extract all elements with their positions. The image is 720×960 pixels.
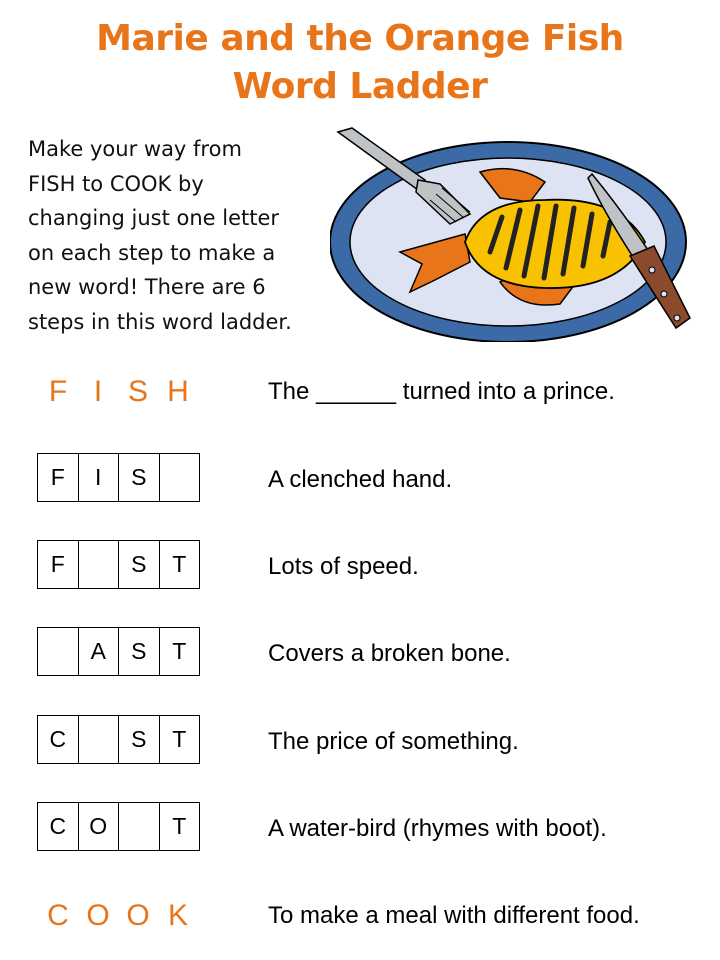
end-letter: O <box>126 899 150 932</box>
letter-cell[interactable]: I <box>79 454 120 501</box>
instruction-line: steps in this word ladder. <box>28 309 292 334</box>
fish-on-plate-icon <box>330 122 700 342</box>
letter-cell[interactable]: F <box>38 454 79 501</box>
end-letter: O <box>86 899 110 932</box>
instruction-line: Make your way from <box>28 137 242 161</box>
start-word <box>38 372 198 412</box>
letter-cell[interactable]: T <box>172 726 187 752</box>
ladder-step-boxes <box>37 802 200 851</box>
ladder-step-boxes <box>37 715 200 764</box>
step-clue: A clenched hand. <box>268 466 453 493</box>
end-word <box>38 896 198 936</box>
letter-cell[interactable] <box>119 803 160 850</box>
instructions <box>28 132 328 339</box>
letter-cell[interactable]: O <box>79 803 120 850</box>
start-letter: I <box>93 375 103 408</box>
letter-cell[interactable]: S <box>119 628 160 675</box>
instruction-line: FISH to COOK by <box>28 171 204 196</box>
letter-cell[interactable]: T <box>172 551 187 577</box>
letter-cell[interactable]: S <box>119 716 160 763</box>
letter-cell[interactable]: C <box>38 716 79 763</box>
start-letter: S <box>127 375 148 408</box>
start-letter: F <box>48 375 68 408</box>
ladder-step-boxes <box>37 540 200 589</box>
letter-cell[interactable] <box>38 628 79 675</box>
letter-cell[interactable]: A <box>79 628 120 675</box>
letter-cell[interactable] <box>160 454 200 501</box>
instruction-line: new word! There are 6 <box>28 275 266 299</box>
step-clue: Covers a broken bone. <box>268 640 511 667</box>
start-letter: H <box>167 375 189 408</box>
end-clue: To make a meal with different food. <box>268 902 640 929</box>
letter-cell[interactable]: F <box>38 541 79 588</box>
letter-cell[interactable]: S <box>119 454 160 501</box>
end-letter: C <box>47 899 69 932</box>
page-title: Marie and the Orange Fish <box>96 18 624 59</box>
letter-cell[interactable]: S <box>119 541 160 588</box>
end-letter: K <box>167 899 188 932</box>
letter-cell[interactable] <box>79 716 120 763</box>
step-clue: Lots of speed. <box>268 553 419 580</box>
letter-cell[interactable]: T <box>172 638 187 664</box>
instruction-line: changing just one letter <box>28 206 280 230</box>
start-clue: The ______ turned into a prince. <box>268 378 615 405</box>
step-clue: The price of something. <box>268 728 519 755</box>
letter-cell[interactable]: C <box>38 803 79 850</box>
page-subtitle: Word Ladder <box>232 66 488 107</box>
letter-cell[interactable]: T <box>172 813 187 839</box>
ladder-step-boxes <box>37 627 200 676</box>
ladder-step-boxes <box>37 453 200 502</box>
instruction-line: on each step to make a <box>28 240 276 265</box>
step-clue: A water-bird (rhymes with boot). <box>268 815 607 842</box>
letter-cell[interactable] <box>79 541 120 588</box>
